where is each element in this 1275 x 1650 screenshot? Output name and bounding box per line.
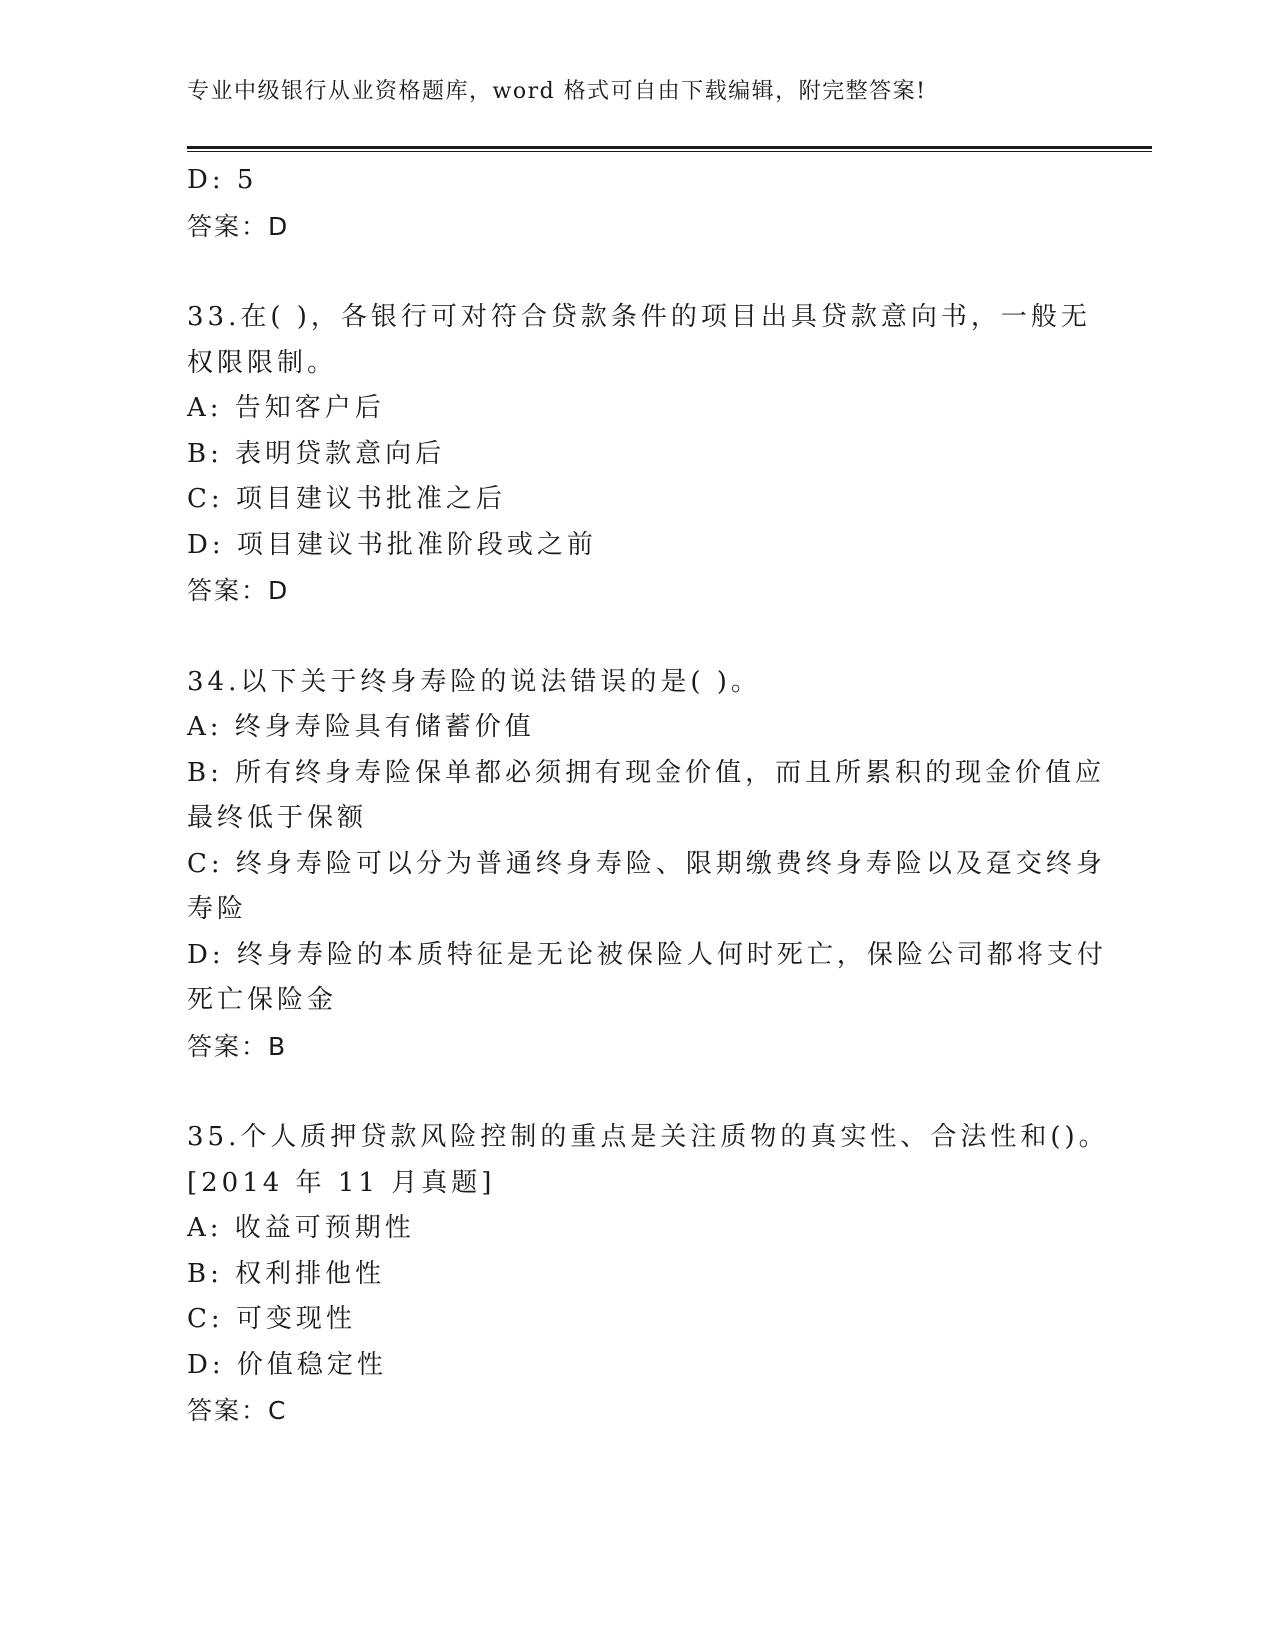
q35-option-c: C: 可变现性 (187, 1304, 356, 1334)
q33-option-b: B: 表明贷款意向后 (187, 438, 446, 469)
page-header: 专业中级银行从业资格题库，word 格式可自由下载编辑，附完整答案! (187, 79, 927, 104)
header-rule-thick (187, 146, 1152, 149)
question-34 (187, 660, 1107, 1070)
question-33 (187, 295, 1091, 614)
q34-answer: 答案：B (187, 1031, 288, 1061)
q35-option-a: A: 收益可预期性 (187, 1213, 415, 1243)
q34-option-b-line1: B: 所有终身寿险保单都必须拥有现金价值，而且所累积的现金价值应 (187, 757, 1106, 788)
q35-option-b: B: 权利排他性 (187, 1258, 386, 1289)
q33-answer: 答案：D (187, 576, 290, 605)
q34-option-b-line2: 最终低于保额 (187, 803, 368, 833)
q34-option-d-line2: 死亡保险金 (187, 985, 338, 1015)
q32-option-d: D: 5 (187, 165, 258, 195)
question-content (187, 158, 1109, 1434)
q32-answer: 答案：D (187, 211, 290, 241)
q35-answer: 答案：C (187, 1396, 288, 1425)
q35-stem-line1: 35.个人质押贷款风险控制的重点是关注质物的真实性、合法性和()。 (187, 1122, 1109, 1152)
q35-stem-line2: [2014 年 11 月真题] (187, 1167, 496, 1198)
q34-option-c-line2: 寿险 (187, 894, 248, 924)
q33-stem-line1: 33.在( )，各银行可对符合贷款条件的项目出具贷款意向书，一般无 (187, 302, 1091, 332)
header-rule-thin (187, 151, 1152, 152)
q33-stem-line2: 权限限制。 (187, 347, 338, 378)
q34-option-a: A: 终身寿险具有储蓄价值 (187, 712, 535, 742)
q34-option-d-line1: D: 终身寿险的本质特征是无论被保险人何时死亡，保险公司都将支付 (187, 939, 1107, 970)
q33-option-a: A: 告知客户后 (187, 393, 385, 423)
q34-option-c-line1: C: 终身寿险可以分为普通终身寿险、限期缴费终身寿险以及趸交终身 (187, 848, 1106, 879)
question-35 (187, 1115, 1109, 1434)
q34-stem: 34.以下关于终身寿险的说法错误的是( )。 (187, 666, 761, 697)
q33-option-c: C: 项目建议书批准之后 (187, 484, 506, 514)
q33-option-d: D: 项目建议书批准阶段或之前 (187, 529, 597, 560)
q35-option-d: D: 价值稳定性 (187, 1349, 387, 1380)
